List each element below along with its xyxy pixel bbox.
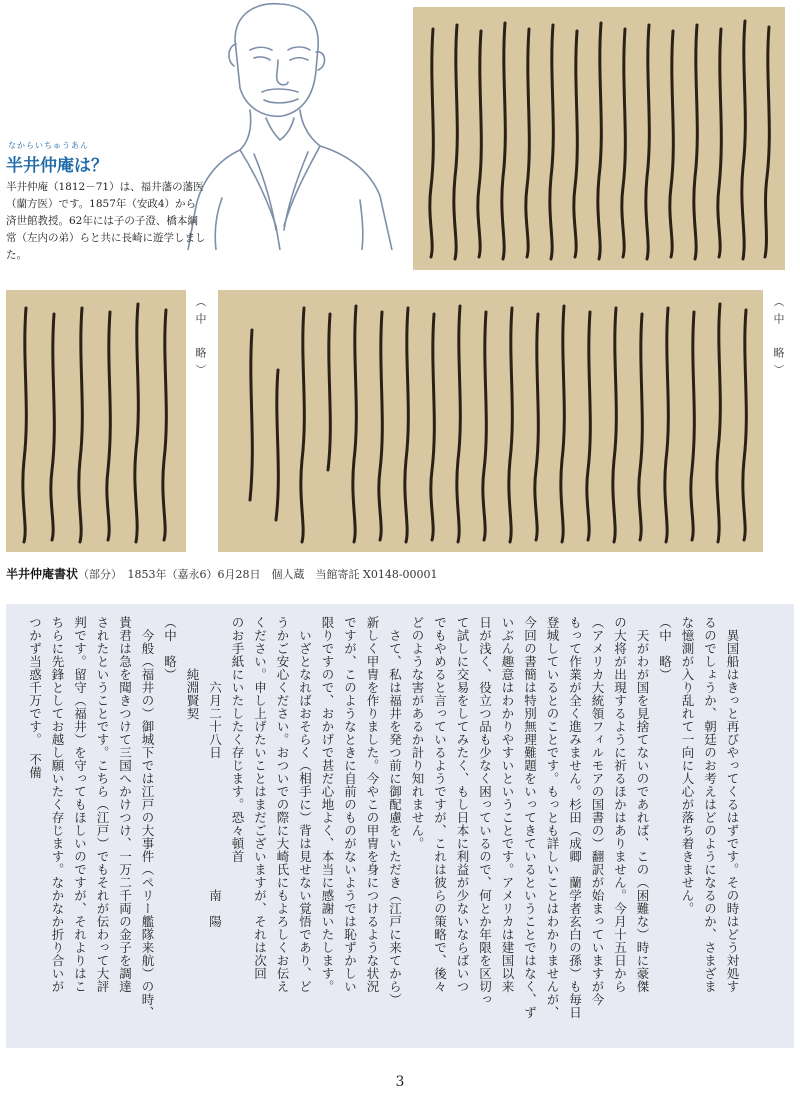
translation-column: 今般（福井の）御城下では江戸の大事件（ペリー艦隊来航）の時、 — [140, 616, 155, 1019]
translation-column: 異国船はきっと再びやってくるはずです。その時はどう対処す — [725, 616, 740, 993]
bio-ruby: なからいちゅうあん — [8, 141, 89, 150]
bio-box — [6, 140, 206, 264]
translation-column: （中 略） — [657, 616, 673, 681]
omission-mark-1: （中 略） — [194, 296, 207, 381]
translation-column: 登城しているとのことです。もっとも詳しいことはわかりませんが、 — [545, 616, 560, 1019]
translation-column: （アメリカ大統領フィルモアの国書の）翻訳が始まっていますが今 — [590, 616, 605, 1006]
translation-column: 判です。留守（福井）を守ってもほしいのですが、それよりはこ — [72, 616, 88, 993]
translation-column: 新しく甲冑を作りました。今やこの甲冑を身につけるような状況 — [365, 616, 380, 993]
translation-column: でもやめると言っているようですが、これは彼らの策略で、後々 — [432, 616, 448, 993]
translation-column: （中 略） — [162, 616, 178, 681]
figure-caption — [6, 565, 438, 582]
translation-column: 純淵賢契 — [185, 616, 200, 720]
caption-title: 半井仲庵書状 — [6, 567, 79, 581]
translation-column: の大将が出現するように祈るほかはありません。今月十五日から — [612, 616, 628, 993]
bio-text: 半井仲庵（1812－71）は、福井藩の藩医（蘭方医）です。1857年（安政4）から済世館教授。62年には子の子澄、橋本綱常（左内の弟）らと共に長崎に遊学しました。 — [6, 181, 206, 261]
letter-photo-main — [218, 290, 763, 552]
translation-column: どのような害があるか計り知れません。 — [410, 616, 425, 850]
translation-column: 天がわが国を見捨てないのであれば、この（困難な）時に豪傑 — [635, 616, 650, 993]
translation-column: ください。申し上げたいことはまだございますが、それは次回 — [252, 616, 268, 980]
translation-column: ですが、このようなときに自前のものがないようでは恥ずかしい — [342, 616, 358, 993]
page-number: 3 — [395, 1074, 405, 1090]
translation-column: 貴君は急を聞きつけて三国へかけつけ、一万二千両の金子を調達 — [117, 616, 133, 993]
translation-panel — [6, 604, 794, 1048]
translation-column: な憶測が入り乱れて一向に人心が落ち着きません。 — [680, 616, 695, 915]
caption-part: （部分） — [78, 568, 117, 581]
translation-column: 六月二十八日 南 陽 — [207, 616, 223, 928]
letter-photo-top — [413, 7, 785, 270]
translation-column: 今回の書簡は特別無理難題をいってきているということではなく、ず — [522, 616, 538, 1019]
translation-column: 限りですので、おかげで甚だ心地よく、本当に感謝いたします。 — [320, 616, 335, 993]
translation-column: 日が浅く、役立つ品も少なく困っているので、何とか年限を区切っ — [477, 616, 493, 1006]
translation-column: いぶん趣意はわかりやすいということです。アメリカは建国以来 — [500, 616, 515, 993]
translation-column: されたということです。こちら（江戸）でもそれが伝わって大評 — [95, 616, 110, 993]
caption-details: 1853年（嘉永6）6月28日 個人蔵 当館寄託 X0148-00001 — [116, 568, 438, 581]
bio-title: 半井仲庵は？ — [6, 156, 108, 176]
translation-column: うかご安心ください。おついでの際に大崎氏にもよろしくお伝え — [275, 616, 290, 993]
translation-column: て試しに交易をしてみたく、もし日本に利益が少ないならばいつ — [455, 616, 470, 993]
translation-column: さて、私は福井を発つ前に御配慮をいただき（江戸に来てから） — [387, 616, 403, 1006]
translation-column: もって作業が全く進みません。杉田（成卿 蘭学者玄白の孫）も毎日 — [567, 616, 583, 1019]
translation-column: のお手紙にいたしたく存じます。恐々頓首 — [230, 616, 245, 863]
translation-column: つかず当惑千万です。 不備 — [27, 616, 43, 779]
omission-mark-2: （中 略） — [772, 296, 785, 381]
translation-column: ちらに先鋒としてお越し願いたく存じます。なかなか折り合いが — [50, 616, 65, 993]
portrait-illustration — [180, 0, 400, 250]
translation-column: るのでしょうか、朝廷のお考えはどのようになるのか、さまざま — [702, 616, 718, 993]
letter-photo-left — [6, 290, 186, 552]
translation-column: いざとなればおそらく（相手に）背は見せない覚悟であり、ど — [297, 616, 313, 993]
